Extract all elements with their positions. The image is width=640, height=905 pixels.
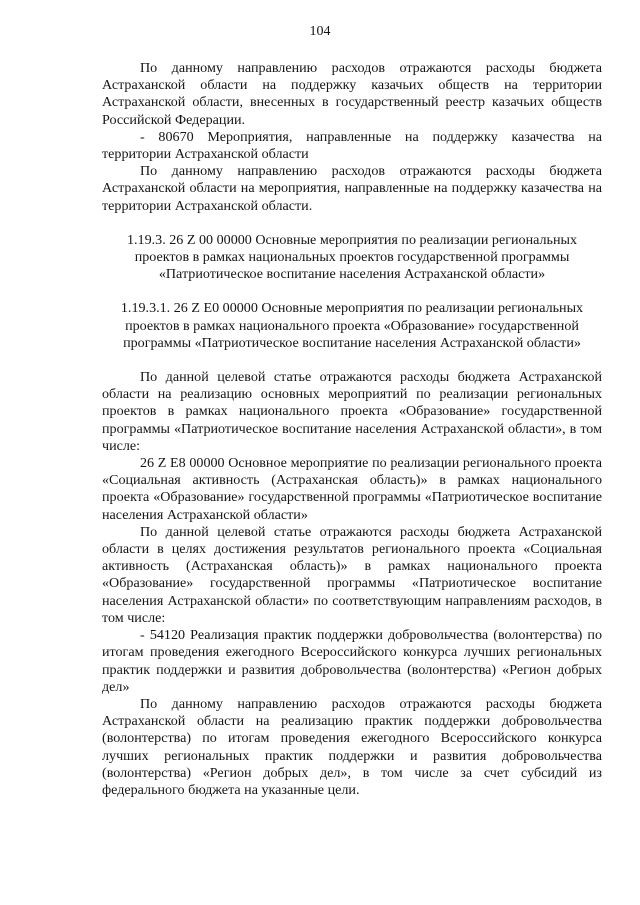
paragraph-cossack-measures: По данному направлению расходов отражаются расходы бюджета Астраханской области на мероприятия, направленные на поддержку казачества на территории Астраханской области. <box>102 163 602 214</box>
section-heading-1-19-3-1: 1.19.3.1. 26 Z E0 00000 Основные мероприятия по реализации региональных проектов в рамках национального проекта «Образование» государственной программы «Патриотическое воспитание населения Астраханской области» <box>120 300 584 351</box>
paragraph-cossack-societies: По данному направлению расходов отражаются расходы бюджета Астраханской области на поддержку казачьих обществ на территории Астраханской области, внесенных в государственный реестр казачьих обществ Российской Федерации. <box>102 60 602 128</box>
paragraph-80670: - 80670 Мероприятия, направленные на поддержку казачества на территории Астраханской области <box>102 128 602 163</box>
document-body <box>102 60 602 799</box>
section-heading-1-19-3: 1.19.3. 26 Z 00 00000 Основные мероприятия по реализации региональных проектов в рамках национальных проектов государственной программы «Патриотическое воспитание населения Астраханской области» <box>126 231 578 283</box>
paragraph-target-article-e8: По данной целевой статье отражаются расходы бюджета Астраханской области в целях достижения результатов регионального проекта «Социальная активность (Астраханская область)» в рамках национального проекта «Образование» государственной программы «Патриотическое воспитание населения Астраханской области» по соответствующим направлениям расходов, в том числе: <box>102 523 602 626</box>
paragraph-volunteer-expenses: По данному направлению расходов отражаются расходы бюджета Астраханской области на реализацию практик поддержки добровольчества (волонтерства) по итогам проведения ежегодного Всероссийского конкурса лучших региональных практик поддержки и развития добровольчества (волонтерства) «Регион добрых дел», в том числе за счет субсидий из федерального бюджета на указанные цели. <box>102 695 602 798</box>
paragraph-54120: - 54120 Реализация практик поддержки добровольчества (волонтерства) по итогам проведения ежегодного Всероссийского конкурса лучших региональных практик поддержки и развития добровольчества (волонтерства) «Регион добрых дел» <box>102 627 602 695</box>
page-number: 104 <box>309 24 331 39</box>
paragraph-target-article-e0: По данной целевой статье отражаются расходы бюджета Астраханской области на реализацию основных мероприятий по реализации региональных проектов в рамках национального проекта «Образование» государственной программы «Патриотическое воспитание населения Астраханской области», в том числе: <box>102 369 602 454</box>
paragraph-26ze8: 26 Z E8 00000 Основное мероприятие по реализации регионального проекта «Социальная активность (Астраханская область)» в рамках национального проекта «Образование» государственной программы «Патриотическое воспитание населения Астраханской области» <box>102 455 602 523</box>
